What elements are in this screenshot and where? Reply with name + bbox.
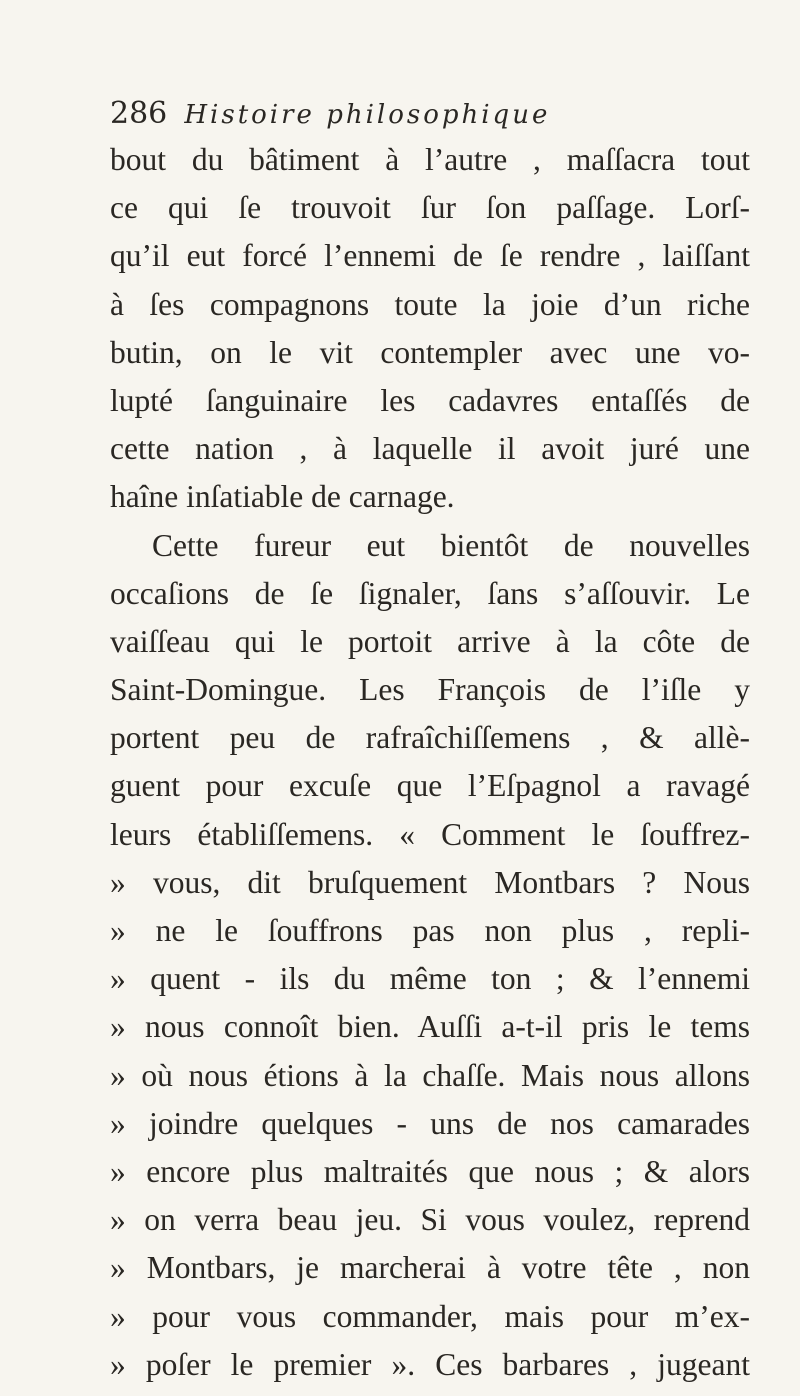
page-number: 286 <box>110 96 168 131</box>
text-line: » Montbars, je marcherai à votre tête , non <box>110 1250 750 1286</box>
text-line: bout du bâtiment à l’autre , maſſacra tout <box>110 142 750 177</box>
text-line: leurs établiſſemens. « Comment le ſouffrez- <box>110 816 750 852</box>
text-line: Saint-Domingue. Les François de l’iſle y <box>110 672 750 708</box>
text-line: ce qui ſe trouvoit ſur ſon paſſage. Lorſ- <box>110 190 750 226</box>
text-line: vaiſſeau qui le portoit arrive à la côte de <box>110 623 750 659</box>
text-line: » joindre quelques - uns de nos camarades <box>110 1105 750 1141</box>
text-line: » nous connoît bien. Auſſi a-t-il pris le tems <box>110 1009 750 1045</box>
text-line: » quent - ils du même ton ; & l’ennemi <box>110 961 750 997</box>
text-line: » poſer le premier ». Ces barbares , jugeant <box>110 1346 750 1382</box>
text-line: » ne le ſouffrons pas non plus , repli- <box>110 913 750 948</box>
page-header <box>110 96 740 136</box>
body-text <box>110 136 750 1389</box>
text-line: portent peu de rafraîchiſſemens , & allè- <box>110 720 750 756</box>
text-line: » pour vous commander, mais pour m’ex- <box>110 1298 750 1334</box>
text-line: guent pour excuſe que l’Eſpagnol a ravagé <box>110 768 750 804</box>
text-line: cette nation , à laquelle il avoit juré une <box>110 431 750 467</box>
text-line: » on verra beau jeu. Si vous voulez, reprend <box>110 1202 750 1238</box>
text-line: occaſions de ſe ſignaler, ſans s’aſſouvir. Le <box>110 575 750 611</box>
text-line: haîne inſatiable de carnage. <box>110 479 455 515</box>
text-line: lupté ſanguinaire les cadavres entaſſés de <box>110 382 750 418</box>
text-line: butin, on le vit contempler avec une vo- <box>110 334 750 370</box>
text-line: Cette fureur eut bientôt de nouvelles <box>152 527 750 563</box>
text-line: » où nous étions à la chaſſe. Mais nous allons <box>110 1057 750 1093</box>
running-head: Histoire philosophique <box>184 100 551 130</box>
text-line: » vous, dit bruſquement Montbars ? Nous <box>110 864 750 900</box>
text-line: à ſes compagnons toute la joie d’un riche <box>110 286 750 322</box>
text-line: qu’il eut forcé l’ennemi de ſe rendre , laiſſant <box>110 238 750 274</box>
text-line: » encore plus maltraités que nous ; & alors <box>110 1153 750 1189</box>
